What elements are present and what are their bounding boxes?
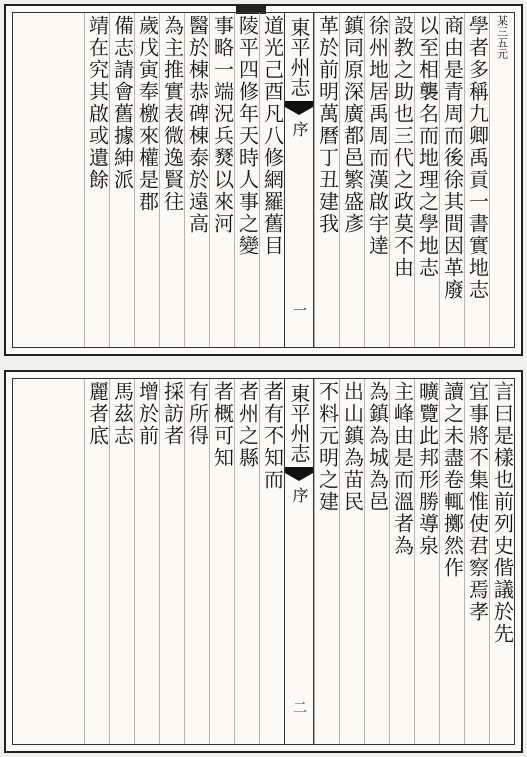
center-fold xyxy=(284,13,314,347)
text-column: 採訪者 xyxy=(159,379,184,744)
text-column: 出山鎮為苗民 xyxy=(339,379,364,744)
text-column: 事略一端況兵燹以來河 xyxy=(209,13,234,347)
text-column: 為鎮為城為邑 xyxy=(364,379,389,744)
top-page-frame xyxy=(12,12,515,348)
text-column: 言曰是樣也前列史偕議於先 xyxy=(489,379,514,744)
text-column: 者州之縣 xyxy=(234,379,259,744)
section-label: 序 xyxy=(290,487,309,503)
text-column: 麗者底 xyxy=(84,379,109,744)
text-column: 者有不知而 xyxy=(259,379,284,744)
text-column: 曠覽此邦形勝導泉 xyxy=(414,379,439,744)
text-column: 讀之未盡卷輒擲然作 xyxy=(439,379,464,744)
text-column: 備志請會舊據紳派 xyxy=(109,13,134,347)
top-page xyxy=(4,4,523,356)
bottom-page-frame xyxy=(12,378,515,745)
page-number: 一 xyxy=(291,303,307,317)
book-title: 東平州志 xyxy=(287,383,311,463)
fishtail-mark-icon xyxy=(285,101,313,117)
text-column: 鎮同原深廣都邑繁盛彥 xyxy=(339,13,364,347)
text-column: 宜事將不集惟使君察焉孝 xyxy=(464,379,489,744)
text-column: 道光己酉凡八修網羅舊目 xyxy=(259,13,284,347)
text-column: 設教之助也三代之政莫不由 xyxy=(389,13,414,347)
text-column: 主峰由是而溫者為 xyxy=(389,379,414,744)
section-label: 序 xyxy=(290,121,309,137)
center-fold xyxy=(284,379,314,744)
text-column: 增於前 xyxy=(134,379,159,744)
text-column: 者概可知 xyxy=(209,379,234,744)
bottom-page xyxy=(4,370,523,753)
text-column: 靖在究其啟或遺餘 xyxy=(84,13,109,347)
text-column: 商由是青周而後徐其間因革廢 xyxy=(439,13,464,347)
page-number: 二 xyxy=(291,700,307,714)
text-column: 學者多稱九卿禹貢一書實地志 xyxy=(464,13,489,347)
text-column: 醫於棟恭碑棟泰於遠高 xyxy=(184,13,209,347)
text-column: 革於前明萬曆丁丑建我 xyxy=(314,13,339,347)
text-column: 以至相襲名而地理之學地志 xyxy=(414,13,439,347)
signature-column: 某三五元 xyxy=(489,13,514,347)
text-column: 馬茲志 xyxy=(109,379,134,744)
book-title: 東平州志 xyxy=(287,17,311,97)
fishtail-mark-icon xyxy=(285,467,313,483)
text-column: 陵平四修年天時人事之變 xyxy=(234,13,259,347)
text-column: 為主推實表微逸賢往 xyxy=(159,13,184,347)
text-column: 徐州地居禹周而漢啟宇達 xyxy=(364,13,389,347)
text-column: 不料元明之建 xyxy=(314,379,339,744)
text-column: 有所得 xyxy=(184,379,209,744)
text-column: 歲戊寅奉檄來權是郡 xyxy=(134,13,159,347)
